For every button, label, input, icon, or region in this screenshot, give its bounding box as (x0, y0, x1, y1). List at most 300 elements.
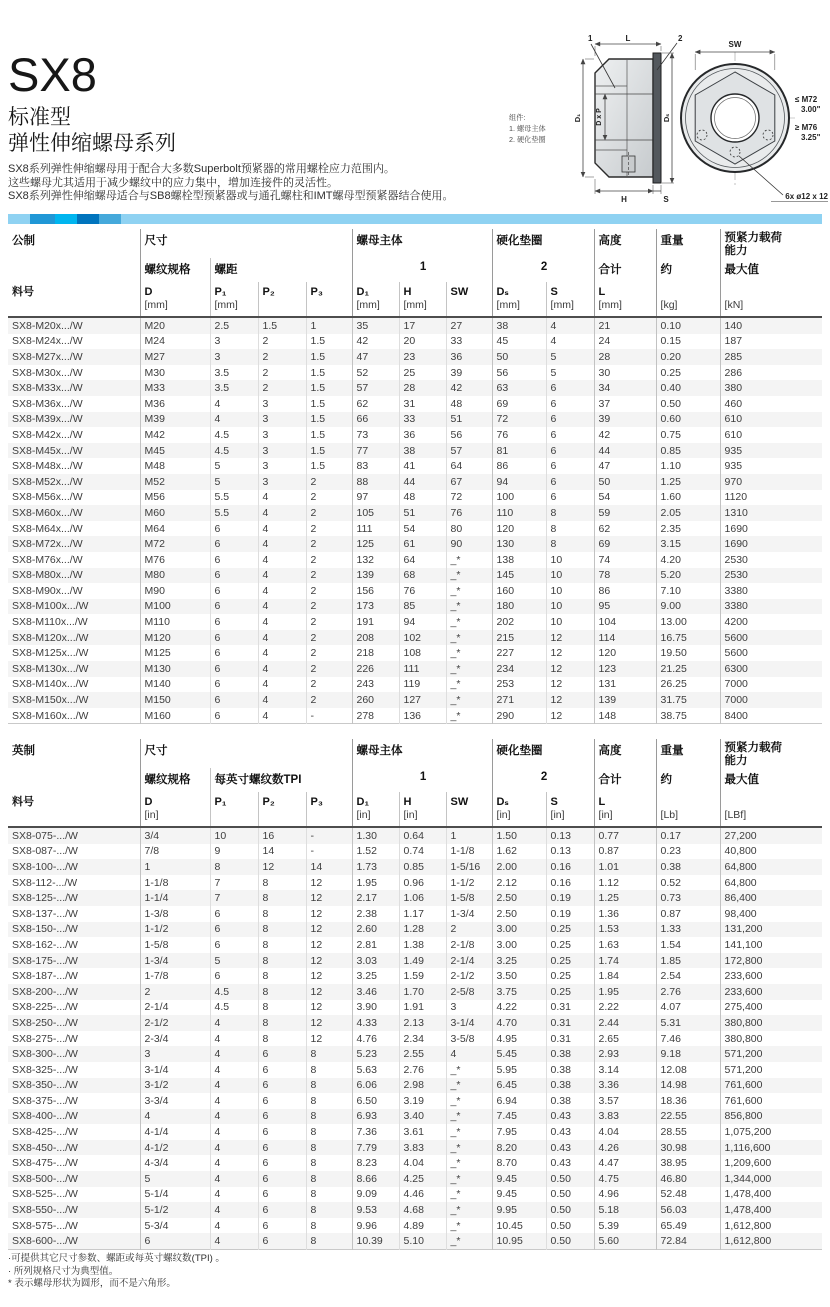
value-cell: 5.18 (594, 1202, 656, 1218)
value-cell: 4.47 (594, 1155, 656, 1171)
value-cell: _* (446, 708, 492, 724)
value-cell: 66 (352, 412, 399, 428)
value-cell: 3/4 (140, 827, 210, 844)
value-cell: 3.00 (492, 922, 546, 938)
part-number-cell: SX8-M100x.../W (12, 600, 89, 613)
value-cell: 4.5 (210, 427, 258, 443)
value-cell: 72.84 (656, 1233, 720, 1249)
footnote-line: ·可提供其它尺寸参数、螺距或每英寸螺纹数(TPI) 。 (8, 1253, 225, 1264)
value-cell: 45 (492, 334, 546, 350)
column-header: P₃ (306, 282, 352, 317)
value-cell: 120 (594, 645, 656, 661)
value-cell: 9.00 (656, 599, 720, 615)
value-cell: 6 (210, 568, 258, 584)
value-cell: 7.36 (352, 1124, 399, 1140)
value-cell: 187 (720, 334, 822, 350)
value-cell: 0.16 (546, 859, 594, 875)
value-cell: 5.95 (492, 1062, 546, 1078)
value-cell: 1.38 (399, 937, 446, 953)
value-cell: 0.96 (399, 875, 446, 891)
table-row (8, 953, 822, 969)
value-cell: 64,800 (720, 859, 822, 875)
value-cell: 5.20 (656, 568, 720, 584)
footnote-line: · 所列规格尺寸为典型值。 (8, 1265, 119, 1277)
value-cell: 1,478,400 (720, 1202, 822, 1218)
value-cell: 260 (352, 692, 399, 708)
value-cell: 610 (720, 427, 822, 443)
table-row (8, 349, 822, 365)
value-cell: 12.08 (656, 1062, 720, 1078)
value-cell: 6 (210, 661, 258, 677)
value-cell: 4 (210, 1046, 258, 1062)
value-cell: 9.95 (492, 1202, 546, 1218)
value-cell: 8 (258, 890, 306, 906)
value-cell: 9.53 (352, 1202, 399, 1218)
value-cell: 0.87 (656, 906, 720, 922)
table-row (8, 1062, 822, 1078)
value-cell: 1.70 (399, 984, 446, 1000)
value-cell: 1.53 (594, 922, 656, 938)
value-cell: 37 (594, 396, 656, 412)
value-cell: 1,478,400 (720, 1187, 822, 1203)
value-cell: _* (446, 1171, 492, 1187)
weight-group-header: 重量 (656, 739, 720, 768)
value-cell: 40,800 (720, 844, 822, 860)
value-cell: 2.13 (399, 1015, 446, 1031)
value-cell: 57 (352, 380, 399, 396)
value-cell: 7.45 (492, 1109, 546, 1125)
value-cell: 761,600 (720, 1078, 822, 1094)
value-cell: 1120 (720, 490, 822, 506)
column-header: H [mm] (399, 282, 446, 317)
value-cell: 131 (594, 677, 656, 693)
value-cell: 3.03 (352, 953, 399, 969)
value-cell: 6 (546, 427, 594, 443)
value-cell: 2.60 (352, 922, 399, 938)
value-cell: 3.83 (399, 1140, 446, 1156)
value-cell: 148 (594, 708, 656, 724)
value-cell: 278 (352, 708, 399, 724)
part-number-cell: SX8-M30x.../W (12, 366, 83, 379)
value-cell: 28 (399, 380, 446, 396)
value-cell: 8 (306, 1124, 352, 1140)
value-cell: 0.31 (546, 1015, 594, 1031)
value-cell: 2.50 (492, 906, 546, 922)
value-cell: _* (446, 645, 492, 661)
value-cell: 102 (399, 630, 446, 646)
value-cell: 6 (546, 396, 594, 412)
value-cell: 4.95 (492, 1031, 546, 1047)
value-cell: 97 (352, 490, 399, 506)
table-row (8, 443, 822, 459)
value-cell: M60 (140, 505, 210, 521)
accent-bar (8, 214, 822, 224)
value-cell: 46.80 (656, 1171, 720, 1187)
value-cell: 0.13 (546, 827, 594, 844)
washer-group-header: 硬化垫圈 (492, 739, 594, 768)
value-cell: 286 (720, 365, 822, 381)
table-row (8, 1031, 822, 1047)
spacer-cell (8, 258, 140, 282)
part-number-cell: SX8-425-.../W (12, 1126, 78, 1139)
value-cell: M160 (140, 708, 210, 724)
value-cell: 50 (492, 349, 546, 365)
value-cell: 8 (306, 1187, 352, 1203)
value-cell: 8 (258, 1000, 306, 1016)
table-row (8, 937, 822, 953)
value-cell: 8.66 (352, 1171, 399, 1187)
value-cell: 4.75 (594, 1171, 656, 1187)
value-cell: 2 (306, 552, 352, 568)
value-cell: 74 (594, 552, 656, 568)
value-cell: 8 (258, 922, 306, 938)
value-cell: 132 (352, 552, 399, 568)
value-cell: M24 (140, 334, 210, 350)
value-cell: 69 (492, 396, 546, 412)
value-cell: 12 (306, 922, 352, 938)
table-row (8, 505, 822, 521)
value-cell: 12 (306, 968, 352, 984)
value-cell: 2.93 (594, 1046, 656, 1062)
table-row (8, 1218, 822, 1234)
value-cell: 54 (399, 521, 446, 537)
table-row (8, 1015, 822, 1031)
column-header: 料号 (8, 792, 140, 827)
table-row (8, 1124, 822, 1140)
column-header: L [mm] (594, 282, 656, 317)
value-cell: 3.50 (492, 968, 546, 984)
washer-section (653, 53, 661, 183)
value-cell: 6 (258, 1187, 306, 1203)
size-group-header: 尺寸 (140, 739, 352, 768)
table-row (8, 968, 822, 984)
part-number-cell: SX8-M150x.../W (12, 694, 89, 707)
table-row (8, 1000, 822, 1016)
value-cell: 12 (546, 708, 594, 724)
value-cell: 6 (258, 1140, 306, 1156)
value-cell: 0.25 (546, 984, 594, 1000)
component-1-label: 1. 螺母主体 (509, 124, 546, 133)
washer-group-header: 硬化垫圈 (492, 229, 594, 258)
note-m72: ≤ M72 (795, 95, 818, 104)
value-cell: 5-3/4 (140, 1218, 210, 1234)
value-cell: 33 (446, 334, 492, 350)
table-row (8, 906, 822, 922)
value-cell: 22.55 (656, 1109, 720, 1125)
value-cell: 1.54 (656, 937, 720, 953)
value-cell: M56 (140, 490, 210, 506)
value-cell: _* (446, 630, 492, 646)
value-cell: 4.26 (594, 1140, 656, 1156)
value-cell: 5 (546, 365, 594, 381)
value-cell: 72 (446, 490, 492, 506)
value-cell: 0.50 (546, 1187, 594, 1203)
value-cell: 2 (306, 536, 352, 552)
value-cell: 6.93 (352, 1109, 399, 1125)
value-cell: 4.76 (352, 1031, 399, 1047)
value-cell: 5.5 (210, 490, 258, 506)
callout-2: 2 (678, 34, 683, 43)
value-cell: 111 (399, 661, 446, 677)
value-cell: 1-1/8 (446, 844, 492, 860)
value-cell: 56.03 (656, 1202, 720, 1218)
column-header: D [mm] (140, 282, 210, 317)
value-cell: 4 (210, 1062, 258, 1078)
value-cell: 8 (546, 536, 594, 552)
value-cell: 935 (720, 458, 822, 474)
value-cell: 4 (546, 334, 594, 350)
column-header: D₁ [mm] (352, 282, 399, 317)
value-cell: 0.64 (399, 827, 446, 844)
column-header: D₁ [in] (352, 792, 399, 827)
value-cell: _* (446, 1140, 492, 1156)
value-cell: 3.25 (492, 953, 546, 969)
value-cell: 1.5 (258, 317, 306, 334)
value-cell: 4 (258, 692, 306, 708)
value-cell: 4.25 (399, 1171, 446, 1187)
value-cell: 226 (352, 661, 399, 677)
max-header: 最大值 (720, 768, 822, 792)
part-number-cell: SX8-M52x.../W (12, 475, 83, 488)
value-cell: 2.81 (352, 937, 399, 953)
approx-header: 约 (656, 258, 720, 282)
part-number-cell: SX8-M110x.../W (12, 616, 88, 629)
value-cell: 1.5 (306, 443, 352, 459)
value-cell: 3.19 (399, 1093, 446, 1109)
value-cell: 3.90 (352, 1000, 399, 1016)
value-cell: 1.63 (594, 937, 656, 953)
value-cell: 38 (399, 443, 446, 459)
table-row (8, 984, 822, 1000)
value-cell: 7.10 (656, 583, 720, 599)
value-cell: 3.46 (352, 984, 399, 1000)
accent-bar-segment (55, 214, 77, 224)
value-cell: 3 (258, 412, 306, 428)
value-cell: 8 (306, 1078, 352, 1094)
value-cell: 0.43 (546, 1140, 594, 1156)
value-cell: 3 (258, 474, 306, 490)
value-cell: 0.19 (546, 906, 594, 922)
value-cell: 173 (352, 599, 399, 615)
page-title: SX8 (8, 48, 97, 101)
value-cell: 6 (210, 692, 258, 708)
value-cell: 72 (492, 412, 546, 428)
part-number-cell: SX8-475-.../W (12, 1157, 78, 1170)
value-cell: 56 (446, 427, 492, 443)
value-cell: 131,200 (720, 922, 822, 938)
value-cell: 0.38 (546, 1062, 594, 1078)
value-cell: - (306, 708, 352, 724)
value-cell: 1-3/4 (140, 953, 210, 969)
value-cell: M110 (140, 614, 210, 630)
value-cell: 52 (352, 365, 399, 381)
value-cell: M76 (140, 552, 210, 568)
value-cell: 4.5 (210, 443, 258, 459)
value-cell: 1.73 (352, 859, 399, 875)
value-cell: 1.17 (399, 906, 446, 922)
value-cell: 1.5 (306, 412, 352, 428)
components-label: 组件: (509, 113, 526, 122)
part-number-cell: SX8-600-.../W (12, 1235, 78, 1248)
value-cell: 6 (210, 645, 258, 661)
value-cell: 12 (306, 984, 352, 1000)
value-cell: 76 (446, 505, 492, 521)
value-cell: 243 (352, 677, 399, 693)
value-cell: 6 (258, 1202, 306, 1218)
value-cell: 47 (352, 349, 399, 365)
value-cell: 95 (594, 599, 656, 615)
value-cell: 4 (546, 317, 594, 334)
value-cell: 6 (546, 380, 594, 396)
value-cell: 2-3/4 (140, 1031, 210, 1047)
value-cell: 2.76 (656, 984, 720, 1000)
value-cell: 1.84 (594, 968, 656, 984)
value-cell: 285 (720, 349, 822, 365)
dim-label-L: L (625, 34, 631, 43)
nut-body-group-header: 螺母主体 (352, 229, 492, 258)
value-cell: 14 (306, 859, 352, 875)
value-cell: 180 (492, 599, 546, 615)
value-cell: 12 (306, 953, 352, 969)
value-cell: 6.45 (492, 1078, 546, 1094)
value-cell: _* (446, 661, 492, 677)
value-cell: 0.50 (546, 1233, 594, 1249)
value-cell: 1.62 (492, 844, 546, 860)
hole-spec-note: 6x ø12 x 12 (785, 192, 828, 201)
value-cell: 4 (258, 599, 306, 615)
value-cell: 3.00 (492, 937, 546, 953)
table-row (8, 922, 822, 938)
value-cell: 3 (446, 1000, 492, 1016)
callout-1: 1 (588, 34, 593, 43)
value-cell: 8 (258, 906, 306, 922)
accent-bar-segment (30, 214, 55, 224)
value-cell: 19.50 (656, 645, 720, 661)
value-cell: 4.04 (399, 1155, 446, 1171)
value-cell: 3.83 (594, 1109, 656, 1125)
value-cell: 12 (546, 692, 594, 708)
value-cell: 3 (258, 427, 306, 443)
value-cell: 141,100 (720, 937, 822, 953)
value-cell: 4-1/2 (140, 1140, 210, 1156)
value-cell: 0.43 (546, 1124, 594, 1140)
value-cell: 136 (399, 708, 446, 724)
table-row (8, 875, 822, 891)
note-m72-inch: 3.00" (801, 105, 821, 114)
value-cell: 6 (258, 1109, 306, 1125)
value-cell: 41 (399, 458, 446, 474)
value-cell: 380 (720, 380, 822, 396)
value-cell: 8 (546, 505, 594, 521)
value-cell: 18.36 (656, 1093, 720, 1109)
column-header: SW (446, 792, 492, 827)
value-cell: 1.91 (399, 1000, 446, 1016)
value-cell: 1-1/4 (140, 890, 210, 906)
value-cell: 4 (210, 1218, 258, 1234)
value-cell: 51 (446, 412, 492, 428)
value-cell: 2 (306, 661, 352, 677)
value-cell: 2 (306, 645, 352, 661)
weight-group-header: 重量 (656, 229, 720, 258)
value-cell: 27,200 (720, 827, 822, 844)
value-cell: 1.59 (399, 968, 446, 984)
value-cell: 120 (492, 521, 546, 537)
value-cell: 4 (140, 1109, 210, 1125)
value-cell: 10.95 (492, 1233, 546, 1249)
page-subtitle (8, 105, 176, 157)
value-cell: 2.12 (492, 875, 546, 891)
value-cell: 6 (258, 1155, 306, 1171)
value-cell: 1690 (720, 521, 822, 537)
value-cell: 3.75 (492, 984, 546, 1000)
technical-drawing (495, 28, 830, 216)
value-cell: 4 (210, 1124, 258, 1140)
value-cell: 5 (210, 953, 258, 969)
value-cell: 27 (446, 317, 492, 334)
value-cell: 1-1/2 (140, 922, 210, 938)
column-header: 料号 (8, 282, 140, 317)
dim-label-DxP: D x P (596, 108, 603, 126)
part-number-cell: SX8-200-.../W (12, 985, 78, 998)
total-header: 合计 (594, 768, 656, 792)
value-cell: 6 (210, 708, 258, 724)
column-header: Dₛ [mm] (492, 282, 546, 317)
value-cell: 139 (352, 568, 399, 584)
value-cell: 39 (594, 412, 656, 428)
value-cell: M140 (140, 677, 210, 693)
value-cell: 47 (594, 458, 656, 474)
value-cell: 3-1/4 (446, 1015, 492, 1031)
value-cell: 1.50 (492, 827, 546, 844)
value-cell: 8 (306, 1109, 352, 1125)
value-cell: 1 (306, 317, 352, 334)
value-cell: 5.60 (594, 1233, 656, 1249)
value-cell: M120 (140, 630, 210, 646)
table-row (8, 708, 822, 724)
value-cell: 8 (306, 1093, 352, 1109)
value-cell: 0.23 (656, 844, 720, 860)
value-cell: 8 (258, 937, 306, 953)
total-header: 合计 (594, 258, 656, 282)
value-cell: 130 (492, 536, 546, 552)
value-cell: 0.87 (594, 844, 656, 860)
part-number-cell: SX8-M39x.../W (12, 413, 83, 426)
value-cell: 10 (546, 614, 594, 630)
part-number-cell: SX8-525-.../W (12, 1188, 78, 1201)
value-cell: _* (446, 599, 492, 615)
value-cell: 63 (492, 380, 546, 396)
value-cell: 8.70 (492, 1155, 546, 1171)
nut-body-number: 1 (352, 258, 492, 282)
table-row (8, 536, 822, 552)
table-row (8, 427, 822, 443)
value-cell: 3-3/4 (140, 1093, 210, 1109)
value-cell: M20 (140, 317, 210, 334)
imperial-table (8, 739, 822, 1250)
nut-body-number: 1 (352, 768, 492, 792)
value-cell: 1.5 (306, 365, 352, 381)
value-cell: 86 (594, 583, 656, 599)
value-cell: 73 (352, 427, 399, 443)
value-cell: 48 (446, 396, 492, 412)
value-cell: 4 (210, 1187, 258, 1203)
value-cell: M100 (140, 599, 210, 615)
value-cell: 2-1/2 (446, 968, 492, 984)
value-cell: 12 (306, 906, 352, 922)
value-cell: 3-1/4 (140, 1062, 210, 1078)
value-cell: 0.43 (546, 1109, 594, 1125)
value-cell: 970 (720, 474, 822, 490)
